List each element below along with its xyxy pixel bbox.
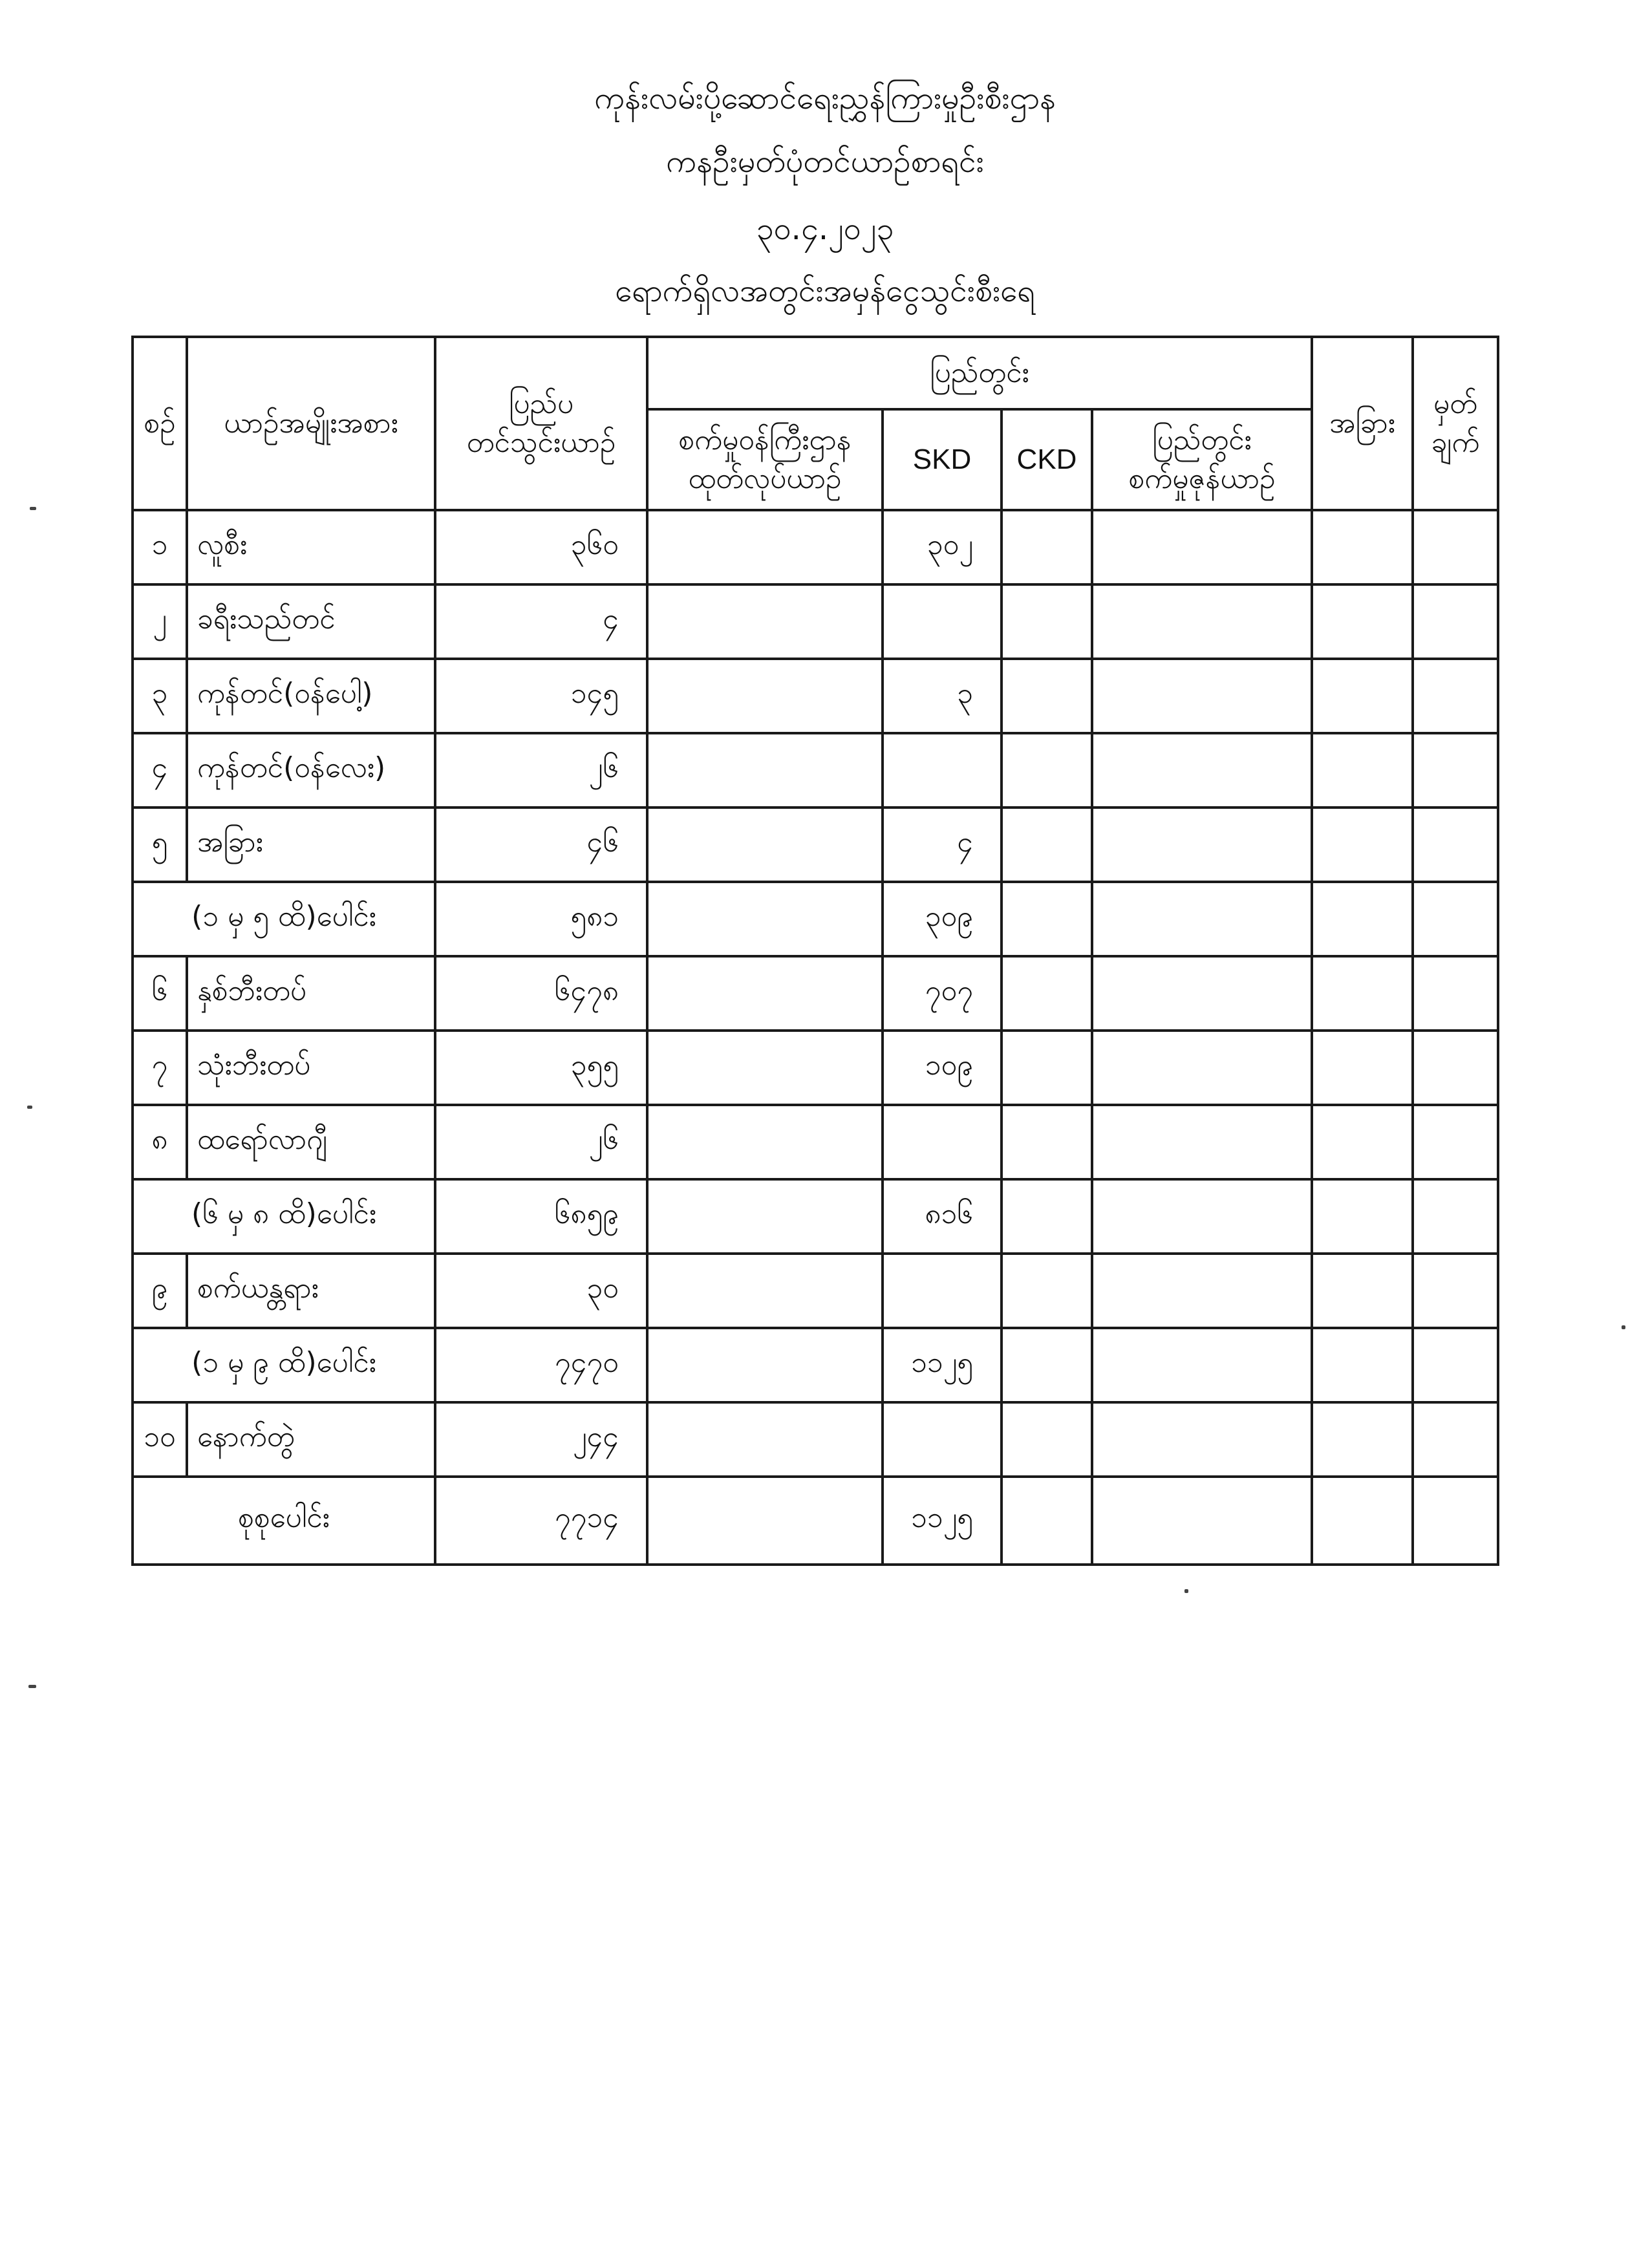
table-header bbox=[133, 337, 1498, 510]
vehicle-type-cell: ထရော်လာဂျီ bbox=[187, 1105, 435, 1179]
local-cell bbox=[1092, 956, 1312, 1031]
header-local-line2: စက်မှုဇုန်ယာဉ် bbox=[1128, 462, 1276, 495]
vehicle-type-cell: သုံးဘီးတပ် bbox=[187, 1031, 435, 1105]
imported-cell: ၅၈၁ bbox=[435, 882, 647, 956]
ckd-cell bbox=[1002, 1031, 1092, 1105]
remark-cell bbox=[1413, 733, 1498, 808]
other-cell bbox=[1312, 1254, 1413, 1328]
remark-cell bbox=[1413, 659, 1498, 733]
factory-cell bbox=[647, 510, 883, 584]
other-cell bbox=[1312, 1402, 1413, 1477]
table-row bbox=[133, 510, 1498, 584]
imported-cell: ၂၆ bbox=[435, 1105, 647, 1179]
ckd-cell bbox=[1002, 1179, 1092, 1254]
list-title: ကနဦးမှတ်ပုံတင်ယာဉ်စာရင်း bbox=[666, 144, 984, 180]
other-cell bbox=[1312, 956, 1413, 1031]
total-factory-cell bbox=[647, 1477, 883, 1565]
skd-cell: ၃၀၂ bbox=[883, 510, 1002, 584]
total-remark-cell bbox=[1413, 1477, 1498, 1565]
factory-cell bbox=[647, 584, 883, 659]
factory-cell bbox=[647, 659, 883, 733]
factory-cell bbox=[647, 1254, 883, 1328]
remark-cell bbox=[1413, 1105, 1498, 1179]
ckd-cell bbox=[1002, 1105, 1092, 1179]
header-imported-line1: ပြည်ပ bbox=[508, 387, 574, 420]
local-cell bbox=[1092, 1328, 1312, 1402]
header-skd: SKD bbox=[883, 409, 1002, 510]
vehicle-type-cell: နောက်တွဲ bbox=[187, 1402, 435, 1477]
header-local-line1: ပြည်တွင်း bbox=[1152, 423, 1252, 456]
skd-cell: ၄ bbox=[883, 808, 1002, 882]
registration-table bbox=[131, 336, 1499, 1566]
header-local-industrial-zone bbox=[1092, 409, 1312, 510]
serial-cell: ၈ bbox=[133, 1105, 187, 1179]
remark-cell bbox=[1413, 1328, 1498, 1402]
factory-cell bbox=[647, 882, 883, 956]
serial-cell: ၁ bbox=[133, 510, 187, 584]
imported-cell: ၄၆ bbox=[435, 808, 647, 882]
serial-cell: ၆ bbox=[133, 956, 187, 1031]
header-factory-line1: စက်မှုဝန်ကြီးဌာန bbox=[678, 423, 852, 456]
total-label: စုစုပေါင်း bbox=[133, 1477, 435, 1565]
factory-cell bbox=[647, 1105, 883, 1179]
vehicle-type-cell: အခြား bbox=[187, 808, 435, 882]
other-cell bbox=[1312, 808, 1413, 882]
local-cell bbox=[1092, 1031, 1312, 1105]
vehicle-type-cell: ခရီးသည်တင် bbox=[187, 584, 435, 659]
imported-cell: ၄ bbox=[435, 584, 647, 659]
skd-cell bbox=[883, 1105, 1002, 1179]
remark-cell bbox=[1413, 808, 1498, 882]
table-row bbox=[133, 659, 1498, 733]
total-local-cell bbox=[1092, 1477, 1312, 1565]
other-cell bbox=[1312, 1105, 1413, 1179]
skd-cell bbox=[883, 733, 1002, 808]
ckd-cell bbox=[1002, 659, 1092, 733]
other-cell bbox=[1312, 1179, 1413, 1254]
header-serial: စဉ် bbox=[133, 337, 187, 510]
header-remark-line2: ချက် bbox=[1431, 426, 1480, 459]
total-row bbox=[133, 1477, 1498, 1565]
table-row bbox=[133, 1031, 1498, 1105]
remark-cell bbox=[1413, 1402, 1498, 1477]
other-cell bbox=[1312, 882, 1413, 956]
header-ckd: CKD bbox=[1002, 409, 1092, 510]
factory-cell bbox=[647, 808, 883, 882]
ckd-cell bbox=[1002, 584, 1092, 659]
skd-cell: ၁၁၂၅ bbox=[883, 1328, 1002, 1402]
header-imported bbox=[435, 337, 647, 510]
other-cell bbox=[1312, 659, 1413, 733]
other-cell bbox=[1312, 1328, 1413, 1402]
serial-cell: ၃ bbox=[133, 659, 187, 733]
remark-cell bbox=[1413, 1254, 1498, 1328]
imported-cell: ၃၆၀ bbox=[435, 510, 647, 584]
ckd-cell bbox=[1002, 1402, 1092, 1477]
report-subtitle: ရောက်ရှိလအတွင်းအမှန်ငွေသွင်းစီးရေ bbox=[615, 273, 1035, 309]
serial-cell: ၇ bbox=[133, 1031, 187, 1105]
factory-cell bbox=[647, 733, 883, 808]
header-remark-line1: မှတ် bbox=[1433, 387, 1477, 420]
header-vehicle-type: ယာဉ်အမျိုးအစား bbox=[187, 337, 435, 510]
local-cell bbox=[1092, 659, 1312, 733]
factory-cell bbox=[647, 1031, 883, 1105]
local-cell bbox=[1092, 882, 1312, 956]
ckd-cell bbox=[1002, 733, 1092, 808]
table-body bbox=[133, 510, 1498, 1565]
table-row bbox=[133, 1402, 1498, 1477]
ckd-cell bbox=[1002, 882, 1092, 956]
imported-cell: ၂၄၄ bbox=[435, 1402, 647, 1477]
ckd-cell bbox=[1002, 956, 1092, 1031]
local-cell bbox=[1092, 510, 1312, 584]
skd-cell bbox=[883, 1254, 1002, 1328]
remark-cell bbox=[1413, 1031, 1498, 1105]
skd-cell: ၃ bbox=[883, 659, 1002, 733]
imported-cell: ၆၈၅၉ bbox=[435, 1179, 647, 1254]
vehicle-type-cell: ကုန်တင်(ဝန်ပေါ့) bbox=[187, 659, 435, 733]
serial-cell: ၁၀ bbox=[133, 1402, 187, 1477]
imported-cell: ၃၀ bbox=[435, 1254, 647, 1328]
table-row bbox=[133, 1254, 1498, 1328]
vehicle-type-cell: လူစီး bbox=[187, 510, 435, 584]
imported-cell: ၃၅၅ bbox=[435, 1031, 647, 1105]
remark-cell bbox=[1413, 882, 1498, 956]
subtotal-row bbox=[133, 1328, 1498, 1402]
imported-cell: ၇၄၇၀ bbox=[435, 1328, 647, 1402]
table-row bbox=[133, 808, 1498, 882]
other-cell bbox=[1312, 1031, 1413, 1105]
department-title: ကုန်းလမ်းပို့ဆောင်ရေးညွှန်ကြားမှုဦးစီးဌာန bbox=[594, 80, 1056, 116]
skd-cell: ၃၀၉ bbox=[883, 882, 1002, 956]
subtotal-label: (၁ မှ ၅ ထိ)ပေါင်း bbox=[133, 882, 435, 956]
skd-cell bbox=[883, 584, 1002, 659]
factory-cell bbox=[647, 1328, 883, 1402]
header-domestic: ပြည်တွင်း bbox=[647, 337, 1312, 409]
remark-cell bbox=[1413, 584, 1498, 659]
local-cell bbox=[1092, 1105, 1312, 1179]
factory-cell bbox=[647, 1402, 883, 1477]
total-ckd-cell bbox=[1002, 1477, 1092, 1565]
table-row bbox=[133, 1105, 1498, 1179]
skd-cell: ၈၁၆ bbox=[883, 1179, 1002, 1254]
local-cell bbox=[1092, 584, 1312, 659]
skd-cell: ၇၀၇ bbox=[883, 956, 1002, 1031]
table-row bbox=[133, 956, 1498, 1031]
header-remark bbox=[1413, 337, 1498, 510]
header-factory-line2: ထုတ်လုပ်ယာဉ် bbox=[688, 462, 842, 495]
other-cell bbox=[1312, 510, 1413, 584]
subtotal-row bbox=[133, 882, 1498, 956]
imported-cell: ၆၄၇၈ bbox=[435, 956, 647, 1031]
local-cell bbox=[1092, 1402, 1312, 1477]
subtotal-row bbox=[133, 1179, 1498, 1254]
factory-cell bbox=[647, 956, 883, 1031]
local-cell bbox=[1092, 1179, 1312, 1254]
imported-cell: ၁၄၅ bbox=[435, 659, 647, 733]
serial-cell: ၉ bbox=[133, 1254, 187, 1328]
local-cell bbox=[1092, 1254, 1312, 1328]
factory-cell bbox=[647, 1179, 883, 1254]
header-other: အခြား bbox=[1312, 337, 1413, 510]
local-cell bbox=[1092, 733, 1312, 808]
local-cell bbox=[1092, 808, 1312, 882]
subtotal-label: (၁ မှ ၉ ထိ)ပေါင်း bbox=[133, 1328, 435, 1402]
serial-cell: ၂ bbox=[133, 584, 187, 659]
remark-cell bbox=[1413, 510, 1498, 584]
skd-cell: ၁၀၉ bbox=[883, 1031, 1002, 1105]
remark-cell bbox=[1413, 956, 1498, 1031]
header-imported-line2: တင်သွင်းယာဉ် bbox=[466, 426, 616, 459]
total-imported-cell: ၇၇၁၄ bbox=[435, 1477, 647, 1565]
ckd-cell bbox=[1002, 1328, 1092, 1402]
table-row bbox=[133, 733, 1498, 808]
table-row bbox=[133, 584, 1498, 659]
vehicle-type-cell: နှစ်ဘီးတပ် bbox=[187, 956, 435, 1031]
skd-cell bbox=[883, 1402, 1002, 1477]
report-date: ၃၀.၄.၂၀၂၃ bbox=[756, 211, 894, 247]
remark-cell bbox=[1413, 1179, 1498, 1254]
header-factory-ministry bbox=[647, 409, 883, 510]
imported-cell: ၂၆ bbox=[435, 733, 647, 808]
serial-cell: ၄ bbox=[133, 733, 187, 808]
ckd-cell bbox=[1002, 808, 1092, 882]
other-cell bbox=[1312, 733, 1413, 808]
total-other-cell bbox=[1312, 1477, 1413, 1565]
ckd-cell bbox=[1002, 1254, 1092, 1328]
subtotal-label: (၆ မှ ၈ ထိ)ပေါင်း bbox=[133, 1179, 435, 1254]
serial-cell: ၅ bbox=[133, 808, 187, 882]
other-cell bbox=[1312, 584, 1413, 659]
vehicle-type-cell: ကုန်တင်(ဝန်လေး) bbox=[187, 733, 435, 808]
vehicle-type-cell: စက်ယန္တရား bbox=[187, 1254, 435, 1328]
total-skd-cell: ၁၁၂၅ bbox=[883, 1477, 1002, 1565]
ckd-cell bbox=[1002, 510, 1092, 584]
